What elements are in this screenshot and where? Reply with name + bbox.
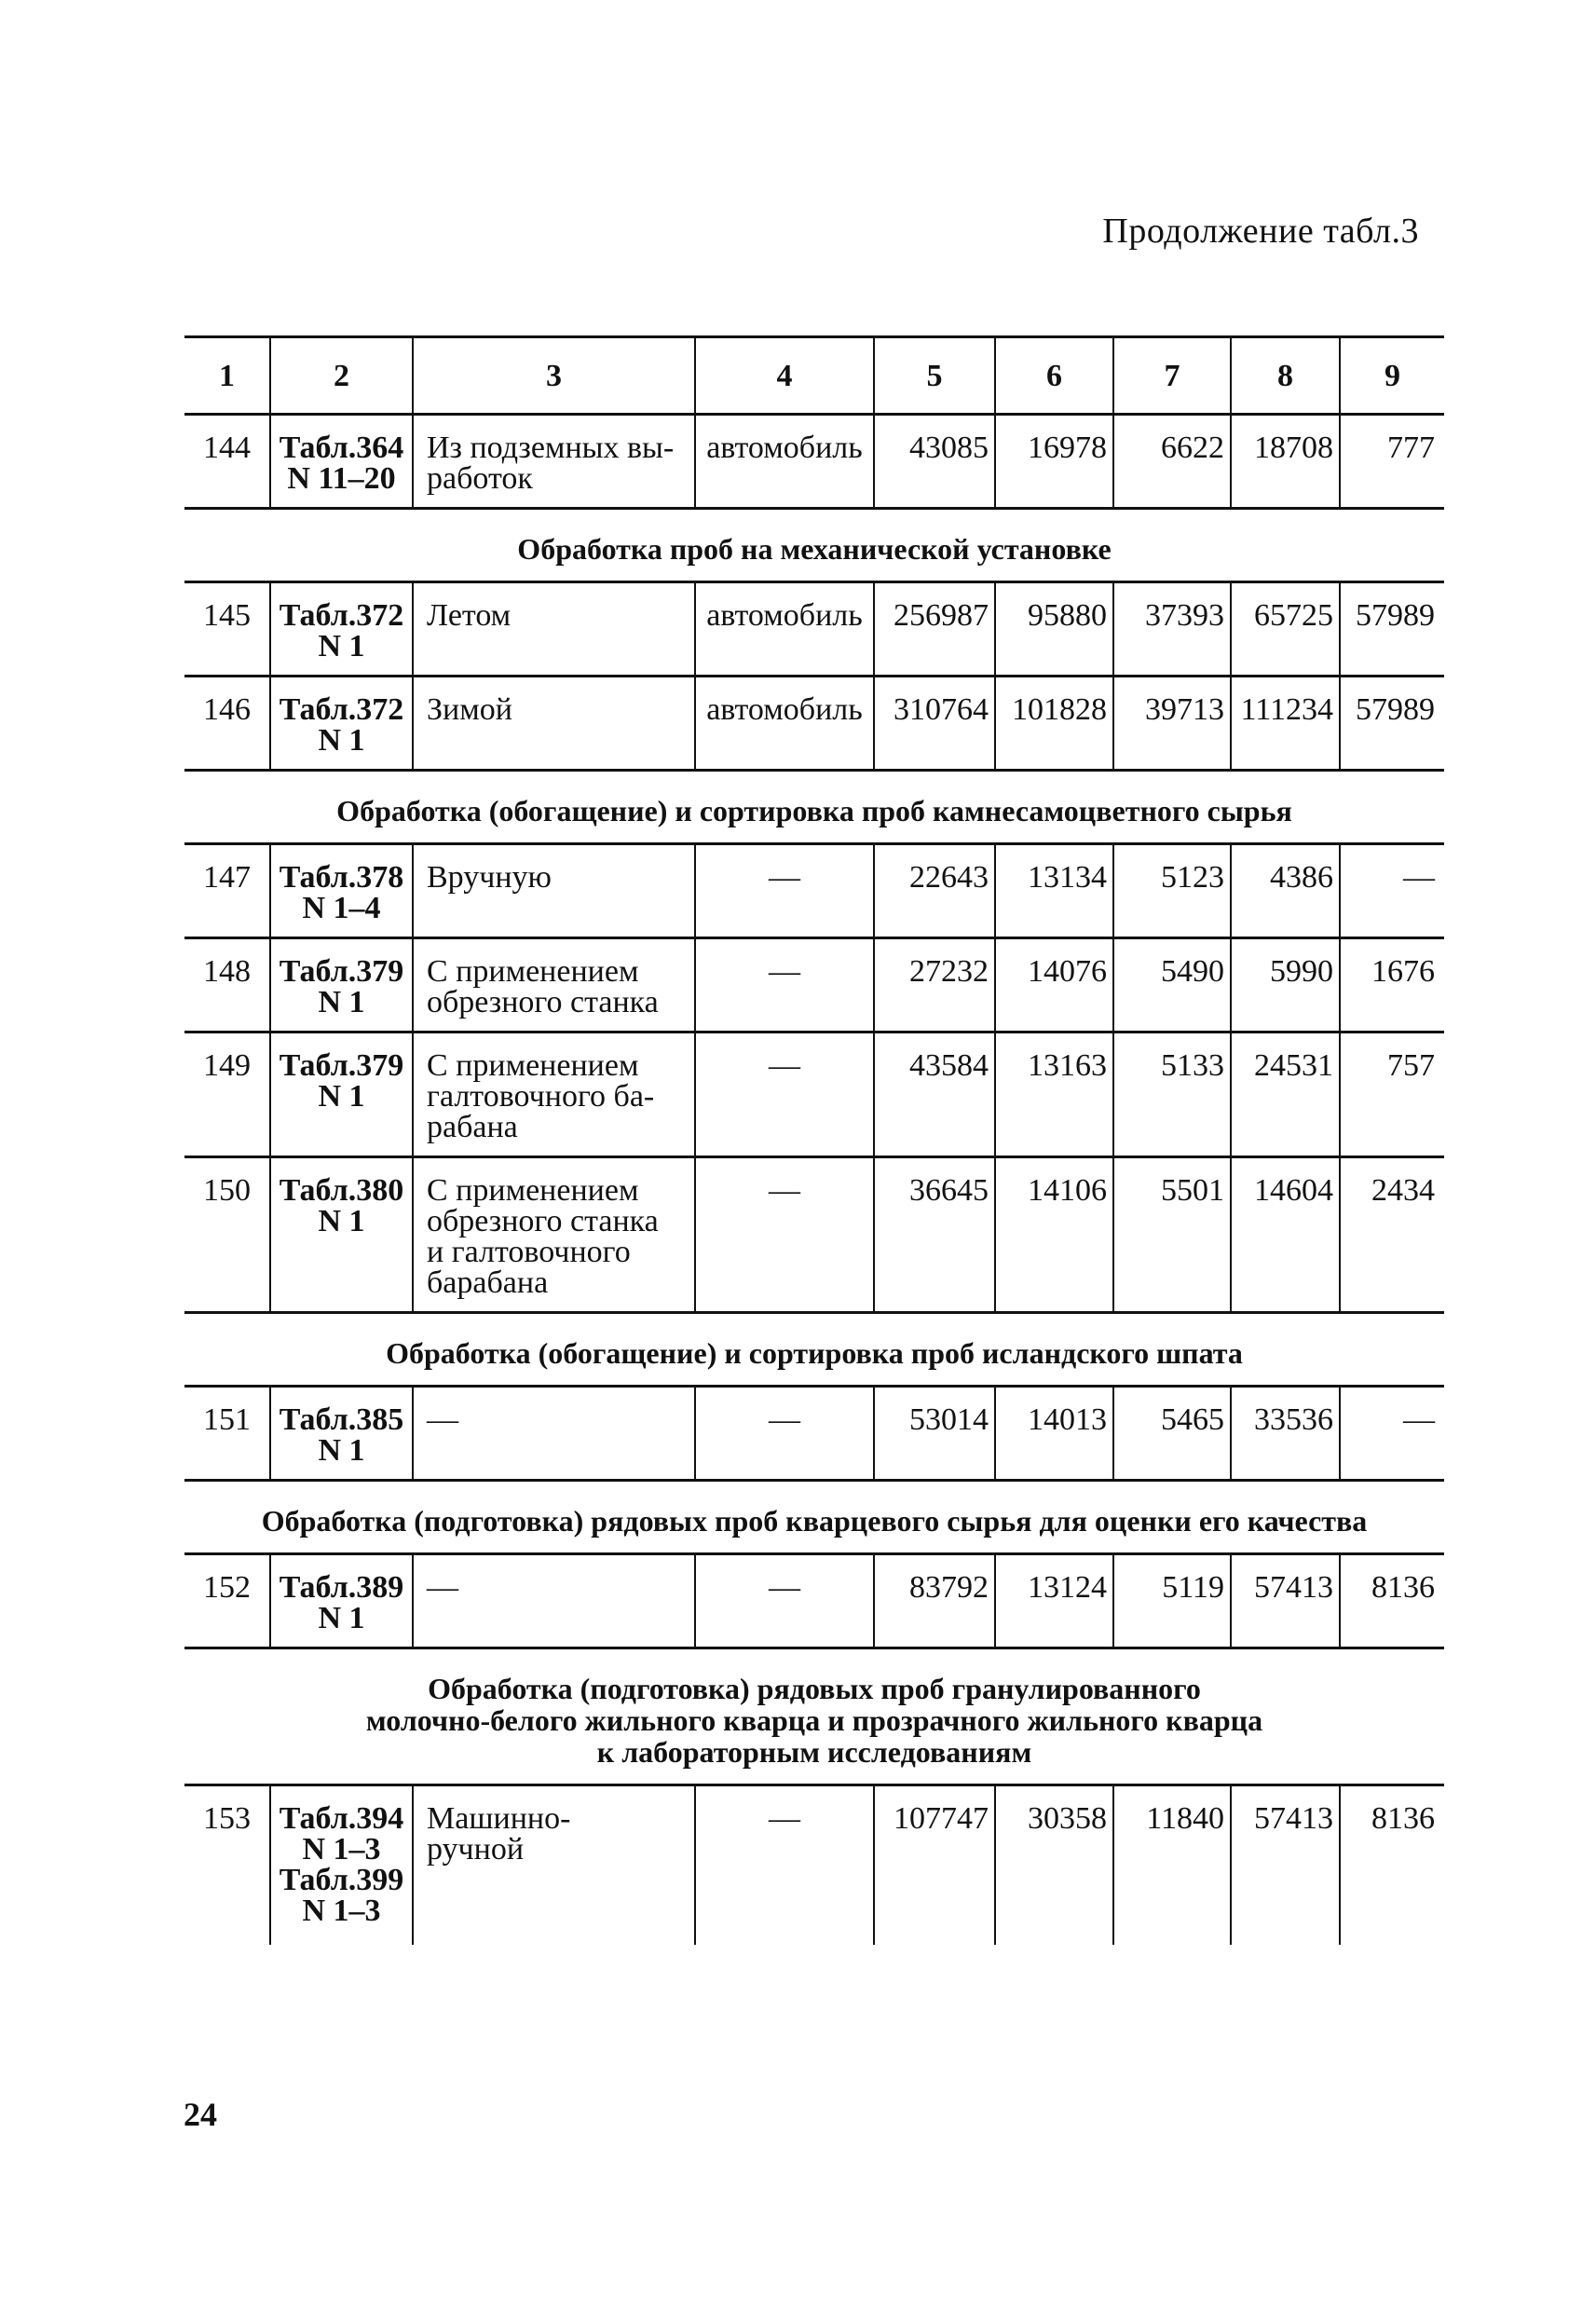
description-cell [413,1157,695,1313]
description-cell [413,1387,695,1481]
section-title [184,1481,1444,1554]
value-cell: 6622 [1113,415,1231,509]
value-cell: 5123 [1113,844,1231,938]
cell-line: С применением [427,1173,639,1208]
cell-line: обрезного станка [427,1204,659,1238]
cell-line: Из подземных вы- [427,431,675,465]
cell-line: N 1 [318,1433,365,1468]
section-title [184,509,1444,582]
description-cell [413,582,695,677]
cell-line: к лабораторным исследованиям [596,1735,1032,1769]
value-cell: 5133 [1113,1032,1231,1157]
cell-line: Зимой [427,692,512,727]
cell-line: N 1–3 [302,1894,381,1928]
row-number: 147 [184,844,270,938]
reference-cell [270,938,413,1032]
description-cell [413,677,695,771]
value-cell: 757 [1340,1032,1444,1157]
cell-line: Табл.399 [279,1863,404,1897]
value-cell: — [1340,844,1444,938]
transport-cell: — [695,844,874,938]
value-cell: 777 [1340,415,1444,509]
section-row [184,1481,1444,1554]
value-cell: 4386 [1231,844,1340,938]
cell-line: галтовочного ба- [427,1079,655,1114]
section-row [184,771,1444,844]
value-cell: 14106 [995,1157,1113,1313]
cell-line: С применением [427,954,639,989]
column-number: 7 [1113,337,1231,415]
section-row [184,509,1444,582]
description-cell [413,1785,695,1946]
column-number: 8 [1231,337,1340,415]
cell-line: Обработка (подготовка) рядовых проб кварцевого сырья для оценки его качества [261,1504,1368,1538]
value-cell: 57989 [1340,582,1444,677]
cell-line: Табл.372 [279,598,404,633]
transport-cell: — [695,1157,874,1313]
row-number: 146 [184,677,270,771]
table-row [184,844,1444,938]
table-row [184,677,1444,771]
cell-line: N 1 [318,723,365,758]
value-cell: 8136 [1340,1785,1444,1946]
value-cell: 43584 [874,1032,995,1157]
column-number: 3 [413,337,695,415]
value-cell: 16978 [995,415,1113,509]
page-number: 24 [184,2096,217,2133]
cell-line: N 1 [318,1079,365,1114]
cell-line: Табл.378 [279,860,404,895]
description-cell [413,938,695,1032]
column-number: 5 [874,337,995,415]
cell-line: обрезного станка [427,985,659,1019]
cell-line: N 1–4 [302,891,381,925]
reference-cell [270,582,413,677]
transport-cell: — [695,1387,874,1481]
table-row [184,938,1444,1032]
cell-line: Табл.364 [279,431,404,465]
value-cell: 14604 [1231,1157,1340,1313]
value-cell: 14076 [995,938,1113,1032]
transport-cell: — [695,1554,874,1648]
cell-line: Летом [427,598,512,633]
cell-line: молочно-белого жильного кварца и прозрачного жильного кварца [365,1703,1263,1737]
value-cell: 5990 [1231,938,1340,1032]
value-cell: 111234 [1231,677,1340,771]
table-row [184,1032,1444,1157]
section-title [184,1648,1444,1785]
section-row [184,1313,1444,1387]
reference-cell [270,677,413,771]
cell-line: Табл.372 [279,692,404,727]
cell-line: Табл.385 [279,1402,404,1437]
value-cell: 22643 [874,844,995,938]
section-row [184,1648,1444,1785]
column-number: 2 [270,337,413,415]
row-number: 145 [184,582,270,677]
cell-line: N 1 [318,1601,365,1635]
value-cell: 27232 [874,938,995,1032]
cell-line: и галтовочного [427,1235,631,1269]
value-cell: 11840 [1113,1785,1231,1946]
value-cell: 107747 [874,1785,995,1946]
value-cell: 37393 [1113,582,1231,677]
value-cell: 36645 [874,1157,995,1313]
value-cell: 43085 [874,415,995,509]
column-number: 4 [695,337,874,415]
value-cell: 2434 [1340,1157,1444,1313]
cell-line: Табл.379 [279,1048,404,1083]
column-number: 1 [184,337,270,415]
value-cell: 13124 [995,1554,1113,1648]
cell-line: Табл.389 [279,1570,404,1605]
value-cell: 18708 [1231,415,1340,509]
reference-cell [270,1157,413,1313]
cell-line: Обработка проб на механической установке [517,532,1112,566]
value-cell: 65725 [1231,582,1340,677]
table-row [184,582,1444,677]
transport-cell: — [695,1032,874,1157]
cell-line: работок [427,461,533,496]
value-cell: 53014 [874,1387,995,1481]
row-number: 151 [184,1387,270,1481]
value-cell: 5119 [1113,1554,1231,1648]
column-number-row [184,337,1444,415]
reference-cell [270,1785,413,1946]
cell-line: — [427,1570,458,1605]
cell-line: Вручную [427,860,552,895]
transport-cell: автомобиль [695,582,874,677]
transport-cell: — [695,938,874,1032]
description-cell [413,415,695,509]
value-cell: 13163 [995,1032,1113,1157]
value-cell: 30358 [995,1785,1113,1946]
table-row [184,415,1444,509]
value-cell: 8136 [1340,1554,1444,1648]
cell-line: Табл.379 [279,954,404,989]
value-cell: 310764 [874,677,995,771]
transport-cell: автомобиль [695,415,874,509]
value-cell: 33536 [1231,1387,1340,1481]
column-number: 9 [1340,337,1444,415]
value-cell: 5501 [1113,1157,1231,1313]
value-cell: 101828 [995,677,1113,771]
reference-cell [270,1554,413,1648]
table-body [184,415,1444,1946]
reference-cell [270,844,413,938]
value-cell: 39713 [1113,677,1231,771]
table-row [184,1387,1444,1481]
cell-line: барабана [427,1265,549,1300]
cell-line: N 11–20 [287,461,396,496]
section-title [184,771,1444,844]
value-cell: 83792 [874,1554,995,1648]
row-number: 149 [184,1032,270,1157]
cost-table [184,335,1444,1945]
row-number: 144 [184,415,270,509]
cell-line: Табл.394 [279,1801,404,1836]
cell-line: Обработка (подготовка) рядовых проб гранулированного [428,1672,1201,1705]
value-cell: 24531 [1231,1032,1340,1157]
cell-line: Обработка (обогащение) и сортировка проб исландского шпата [386,1336,1243,1370]
row-number: 152 [184,1554,270,1648]
table-row [184,1785,1444,1946]
transport-cell: автомобиль [695,677,874,771]
column-number: 6 [995,337,1113,415]
cell-line: Машинно- [427,1801,571,1836]
table-row [184,1554,1444,1648]
value-cell: 57989 [1340,677,1444,771]
cell-line: — [427,1402,458,1437]
value-cell: 95880 [995,582,1113,677]
cell-line: рабана [427,1110,518,1144]
value-cell: 1676 [1340,938,1444,1032]
reference-cell [270,1387,413,1481]
value-cell: 13134 [995,844,1113,938]
row-number: 148 [184,938,270,1032]
value-cell: 5465 [1113,1387,1231,1481]
cell-line: N 1 [318,629,365,663]
cell-line: ручной [427,1832,525,1867]
value-cell: 57413 [1231,1785,1340,1946]
value-cell: 256987 [874,582,995,677]
cell-line: N 1 [318,1204,365,1238]
row-number: 150 [184,1157,270,1313]
continuation-label: Продолжение табл.3 [1102,212,1419,251]
value-cell: — [1340,1387,1444,1481]
cell-line: N 1 [318,985,365,1019]
row-number: 153 [203,1801,251,1836]
cell-line: Табл.380 [279,1173,404,1208]
table-row [184,1157,1444,1313]
section-title [184,1313,1444,1387]
transport-cell: — [695,1785,874,1946]
reference-cell [270,415,413,509]
description-cell [413,1554,695,1648]
value-cell: 5490 [1113,938,1231,1032]
cell-line: С применением [427,1048,639,1083]
reference-cell [270,1032,413,1157]
value-cell: 57413 [1231,1554,1340,1648]
cell-line: Обработка (обогащение) и сортировка проб камнесамоцветного сырья [336,794,1292,827]
description-cell [413,844,695,938]
value-cell: 14013 [995,1387,1113,1481]
description-cell [413,1032,695,1157]
cell-line: N 1–3 [302,1832,381,1867]
